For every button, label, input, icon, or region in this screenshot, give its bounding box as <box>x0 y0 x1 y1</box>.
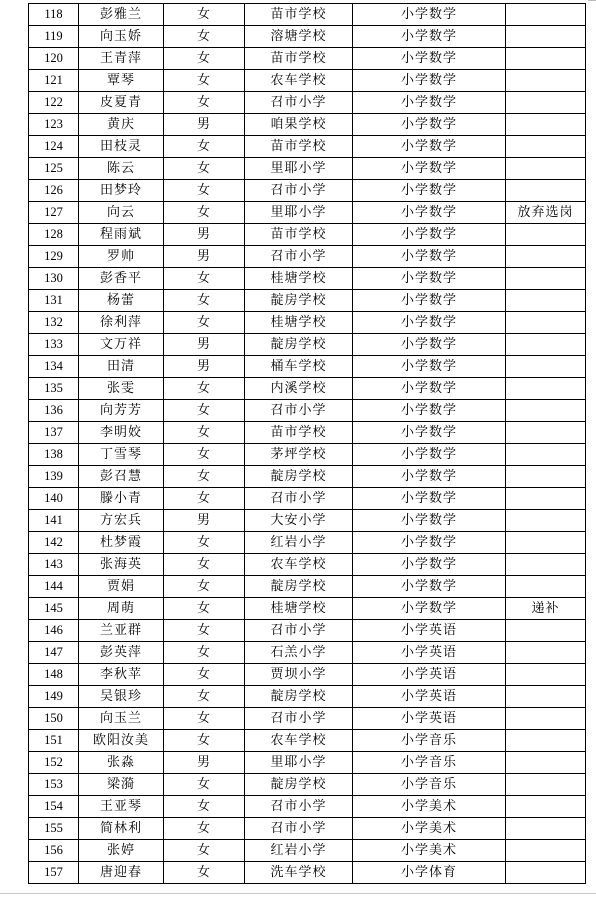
cell-note <box>506 554 586 576</box>
cell-gender: 女 <box>164 400 245 422</box>
table-row <box>29 620 586 642</box>
cell-note <box>506 686 586 708</box>
cell-gender: 女 <box>164 312 245 334</box>
cell-subject: 小学英语 <box>353 708 506 730</box>
cell-note <box>506 444 586 466</box>
cell-number: 133 <box>29 334 79 356</box>
cell-name: 田枝灵 <box>79 136 164 158</box>
cell-name: 杨蕾 <box>79 290 164 312</box>
table-row <box>29 114 586 136</box>
cell-gender: 女 <box>164 532 245 554</box>
cell-name: 兰亚群 <box>79 620 164 642</box>
cell-name: 徐利萍 <box>79 312 164 334</box>
cell-school: 召市小学 <box>245 708 353 730</box>
cell-name: 向玉娇 <box>79 26 164 48</box>
cell-gender: 女 <box>164 642 245 664</box>
cell-school: 里耶小学 <box>245 202 353 224</box>
cell-note <box>506 312 586 334</box>
cell-number: 129 <box>29 246 79 268</box>
cell-name: 彭召慧 <box>79 466 164 488</box>
table-row <box>29 752 586 774</box>
cell-number: 136 <box>29 400 79 422</box>
cell-note <box>506 708 586 730</box>
table-row <box>29 70 586 92</box>
page-bottom-rule <box>0 893 596 894</box>
cell-gender: 女 <box>164 26 245 48</box>
cell-school: 靛房学校 <box>245 334 353 356</box>
cell-subject: 小学数学 <box>353 114 506 136</box>
cell-note <box>506 774 586 796</box>
cell-gender: 女 <box>164 774 245 796</box>
cell-number: 127 <box>29 202 79 224</box>
cell-number: 122 <box>29 92 79 114</box>
cell-number: 121 <box>29 70 79 92</box>
cell-subject: 小学数学 <box>353 466 506 488</box>
cell-subject: 小学数学 <box>353 246 506 268</box>
cell-note <box>506 180 586 202</box>
cell-subject: 小学音乐 <box>353 752 506 774</box>
cell-school: 大安小学 <box>245 510 353 532</box>
cell-school: 内溪学校 <box>245 378 353 400</box>
cell-name: 张婷 <box>79 840 164 862</box>
table-row <box>29 378 586 400</box>
cell-gender: 女 <box>164 48 245 70</box>
cell-note <box>506 114 586 136</box>
cell-school: 召市小学 <box>245 400 353 422</box>
table-row <box>29 4 586 26</box>
cell-number: 135 <box>29 378 79 400</box>
cell-school: 农车学校 <box>245 554 353 576</box>
cell-school: 桶车学校 <box>245 356 353 378</box>
cell-note <box>506 796 586 818</box>
cell-name: 罗帅 <box>79 246 164 268</box>
cell-note <box>506 246 586 268</box>
cell-gender: 男 <box>164 752 245 774</box>
table-row <box>29 796 586 818</box>
cell-subject: 小学体育 <box>353 862 506 884</box>
cell-subject: 小学数学 <box>353 576 506 598</box>
cell-note <box>506 48 586 70</box>
cell-subject: 小学数学 <box>353 26 506 48</box>
cell-subject: 小学数学 <box>353 598 506 620</box>
cell-subject: 小学数学 <box>353 4 506 26</box>
cell-note: 放弃选岗 <box>506 202 586 224</box>
cell-number: 147 <box>29 642 79 664</box>
cell-subject: 小学数学 <box>353 136 506 158</box>
cell-gender: 女 <box>164 730 245 752</box>
table-row <box>29 686 586 708</box>
cell-number: 141 <box>29 510 79 532</box>
cell-name: 王亚琴 <box>79 796 164 818</box>
cell-note <box>506 92 586 114</box>
cell-school: 红岩小学 <box>245 840 353 862</box>
cell-school: 农车学校 <box>245 70 353 92</box>
table-row <box>29 642 586 664</box>
cell-subject: 小学数学 <box>353 356 506 378</box>
cell-note: 递补 <box>506 598 586 620</box>
cell-note <box>506 752 586 774</box>
teacher-roster-table <box>28 3 586 884</box>
table-row <box>29 488 586 510</box>
cell-number: 142 <box>29 532 79 554</box>
cell-number: 152 <box>29 752 79 774</box>
cell-name: 李明姣 <box>79 422 164 444</box>
cell-gender: 女 <box>164 862 245 884</box>
cell-gender: 男 <box>164 246 245 268</box>
table-row <box>29 136 586 158</box>
cell-school: 咱果学校 <box>245 114 353 136</box>
cell-gender: 男 <box>164 334 245 356</box>
cell-number: 118 <box>29 4 79 26</box>
cell-number: 156 <box>29 840 79 862</box>
cell-name: 陈云 <box>79 158 164 180</box>
cell-subject: 小学数学 <box>353 532 506 554</box>
cell-school: 苗市学校 <box>245 48 353 70</box>
cell-note <box>506 840 586 862</box>
cell-name: 梁漪 <box>79 774 164 796</box>
cell-name: 张淼 <box>79 752 164 774</box>
cell-name: 简林利 <box>79 818 164 840</box>
cell-number: 143 <box>29 554 79 576</box>
cell-note <box>506 70 586 92</box>
cell-name: 彭香平 <box>79 268 164 290</box>
cell-subject: 小学音乐 <box>353 774 506 796</box>
cell-number: 150 <box>29 708 79 730</box>
cell-subject: 小学数学 <box>353 224 506 246</box>
cell-number: 126 <box>29 180 79 202</box>
cell-school: 靛房学校 <box>245 466 353 488</box>
cell-name: 彭雅兰 <box>79 4 164 26</box>
table-row <box>29 818 586 840</box>
cell-note <box>506 532 586 554</box>
cell-note <box>506 422 586 444</box>
cell-note <box>506 400 586 422</box>
cell-note <box>506 334 586 356</box>
cell-school: 召市小学 <box>245 796 353 818</box>
cell-school: 召市小学 <box>245 92 353 114</box>
cell-name: 向玉兰 <box>79 708 164 730</box>
table-row <box>29 334 586 356</box>
table-row <box>29 708 586 730</box>
cell-subject: 小学英语 <box>353 620 506 642</box>
table-row <box>29 180 586 202</box>
cell-gender: 女 <box>164 840 245 862</box>
cell-number: 124 <box>29 136 79 158</box>
cell-note <box>506 4 586 26</box>
cell-gender: 女 <box>164 488 245 510</box>
cell-name: 吴银珍 <box>79 686 164 708</box>
cell-subject: 小学数学 <box>353 92 506 114</box>
cell-school: 洗车学校 <box>245 862 353 884</box>
cell-school: 苗市学校 <box>245 4 353 26</box>
cell-number: 119 <box>29 26 79 48</box>
cell-number: 131 <box>29 290 79 312</box>
cell-subject: 小学数学 <box>353 180 506 202</box>
cell-subject: 小学英语 <box>353 642 506 664</box>
cell-school: 贾坝小学 <box>245 664 353 686</box>
cell-subject: 小学数学 <box>353 202 506 224</box>
cell-number: 123 <box>29 114 79 136</box>
cell-school: 茅坪学校 <box>245 444 353 466</box>
cell-subject: 小学数学 <box>353 400 506 422</box>
cell-name: 李秋苹 <box>79 664 164 686</box>
cell-school: 农车学校 <box>245 730 353 752</box>
cell-school: 红岩小学 <box>245 532 353 554</box>
cell-school: 苗市学校 <box>245 224 353 246</box>
cell-number: 148 <box>29 664 79 686</box>
cell-note <box>506 642 586 664</box>
cell-number: 140 <box>29 488 79 510</box>
cell-note <box>506 136 586 158</box>
cell-gender: 男 <box>164 356 245 378</box>
cell-note <box>506 488 586 510</box>
cell-name: 程雨斌 <box>79 224 164 246</box>
cell-number: 139 <box>29 466 79 488</box>
cell-subject: 小学数学 <box>353 48 506 70</box>
cell-gender: 女 <box>164 620 245 642</box>
table-row <box>29 554 586 576</box>
cell-name: 向云 <box>79 202 164 224</box>
cell-subject: 小学数学 <box>353 510 506 532</box>
cell-gender: 女 <box>164 686 245 708</box>
cell-note <box>506 356 586 378</box>
cell-number: 138 <box>29 444 79 466</box>
cell-subject: 小学英语 <box>353 664 506 686</box>
cell-name: 王青萍 <box>79 48 164 70</box>
table-row <box>29 466 586 488</box>
cell-gender: 女 <box>164 554 245 576</box>
cell-school: 石羔小学 <box>245 642 353 664</box>
cell-name: 杜梦霞 <box>79 532 164 554</box>
cell-school: 召市小学 <box>245 246 353 268</box>
cell-school: 苗市学校 <box>245 422 353 444</box>
cell-gender: 女 <box>164 818 245 840</box>
cell-gender: 女 <box>164 180 245 202</box>
cell-school: 桂塘学校 <box>245 268 353 290</box>
cell-note <box>506 664 586 686</box>
cell-name: 向芳芳 <box>79 400 164 422</box>
cell-name: 唐迎春 <box>79 862 164 884</box>
table-row <box>29 224 586 246</box>
cell-subject: 小学数学 <box>353 70 506 92</box>
cell-school: 召市小学 <box>245 818 353 840</box>
cell-gender: 女 <box>164 576 245 598</box>
cell-number: 151 <box>29 730 79 752</box>
cell-subject: 小学数学 <box>353 290 506 312</box>
cell-note <box>506 510 586 532</box>
cell-number: 137 <box>29 422 79 444</box>
table-row <box>29 312 586 334</box>
cell-name: 田梦玲 <box>79 180 164 202</box>
cell-school: 召市小学 <box>245 180 353 202</box>
cell-name: 滕小青 <box>79 488 164 510</box>
table-row <box>29 598 586 620</box>
cell-number: 155 <box>29 818 79 840</box>
cell-subject: 小学数学 <box>353 334 506 356</box>
table-row <box>29 48 586 70</box>
cell-gender: 男 <box>164 114 245 136</box>
cell-number: 134 <box>29 356 79 378</box>
roster-body <box>29 4 586 884</box>
cell-name: 文万祥 <box>79 334 164 356</box>
cell-note <box>506 158 586 180</box>
cell-gender: 女 <box>164 598 245 620</box>
cell-gender: 男 <box>164 510 245 532</box>
cell-name: 贾娟 <box>79 576 164 598</box>
cell-note <box>506 268 586 290</box>
cell-number: 132 <box>29 312 79 334</box>
cell-subject: 小学数学 <box>353 444 506 466</box>
cell-note <box>506 818 586 840</box>
cell-school: 里耶小学 <box>245 158 353 180</box>
cell-name: 黄庆 <box>79 114 164 136</box>
table-row <box>29 664 586 686</box>
cell-gender: 女 <box>164 268 245 290</box>
table-row <box>29 290 586 312</box>
cell-gender: 女 <box>164 796 245 818</box>
cell-name: 张雯 <box>79 378 164 400</box>
cell-note <box>506 378 586 400</box>
cell-subject: 小学数学 <box>353 488 506 510</box>
cell-school: 召市小学 <box>245 620 353 642</box>
cell-note <box>506 466 586 488</box>
cell-gender: 女 <box>164 136 245 158</box>
cell-number: 149 <box>29 686 79 708</box>
table-row <box>29 730 586 752</box>
cell-school: 召市小学 <box>245 488 353 510</box>
cell-gender: 女 <box>164 444 245 466</box>
cell-gender: 女 <box>164 708 245 730</box>
cell-gender: 女 <box>164 378 245 400</box>
cell-note <box>506 290 586 312</box>
cell-name: 周萌 <box>79 598 164 620</box>
cell-gender: 女 <box>164 202 245 224</box>
table-row <box>29 510 586 532</box>
cell-school: 桂塘学校 <box>245 312 353 334</box>
table-row <box>29 532 586 554</box>
cell-number: 153 <box>29 774 79 796</box>
page-edge-mark <box>588 0 596 3</box>
cell-number: 145 <box>29 598 79 620</box>
cell-note <box>506 862 586 884</box>
cell-subject: 小学数学 <box>353 268 506 290</box>
cell-gender: 女 <box>164 422 245 444</box>
cell-note <box>506 26 586 48</box>
cell-name: 丁雪琴 <box>79 444 164 466</box>
cell-name: 皮夏青 <box>79 92 164 114</box>
cell-note <box>506 576 586 598</box>
cell-school: 苗市学校 <box>245 136 353 158</box>
cell-number: 146 <box>29 620 79 642</box>
cell-subject: 小学数学 <box>353 554 506 576</box>
cell-gender: 女 <box>164 158 245 180</box>
cell-name: 方宏兵 <box>79 510 164 532</box>
cell-gender: 男 <box>164 224 245 246</box>
cell-gender: 女 <box>164 92 245 114</box>
cell-subject: 小学美术 <box>353 840 506 862</box>
cell-number: 125 <box>29 158 79 180</box>
cell-name: 覃琴 <box>79 70 164 92</box>
table-row <box>29 862 586 884</box>
cell-school: 靛房学校 <box>245 686 353 708</box>
table-row <box>29 840 586 862</box>
cell-subject: 小学美术 <box>353 818 506 840</box>
table-row <box>29 774 586 796</box>
table-row <box>29 202 586 224</box>
table-row <box>29 268 586 290</box>
table-row <box>29 422 586 444</box>
cell-note <box>506 730 586 752</box>
table-row <box>29 92 586 114</box>
cell-gender: 女 <box>164 290 245 312</box>
table-row <box>29 158 586 180</box>
cell-subject: 小学数学 <box>353 158 506 180</box>
cell-gender: 女 <box>164 466 245 488</box>
cell-number: 157 <box>29 862 79 884</box>
cell-school: 溶塘学校 <box>245 26 353 48</box>
cell-name: 田清 <box>79 356 164 378</box>
cell-subject: 小学数学 <box>353 312 506 334</box>
cell-subject: 小学音乐 <box>353 730 506 752</box>
cell-school: 靛房学校 <box>245 290 353 312</box>
cell-gender: 女 <box>164 70 245 92</box>
cell-name: 彭英萍 <box>79 642 164 664</box>
cell-note <box>506 620 586 642</box>
cell-subject: 小学美术 <box>353 796 506 818</box>
cell-subject: 小学数学 <box>353 378 506 400</box>
cell-number: 130 <box>29 268 79 290</box>
cell-name: 欧阳汝美 <box>79 730 164 752</box>
table-row <box>29 356 586 378</box>
table-row <box>29 444 586 466</box>
table-row <box>29 576 586 598</box>
cell-name: 张海英 <box>79 554 164 576</box>
cell-number: 120 <box>29 48 79 70</box>
table-row <box>29 400 586 422</box>
table-row <box>29 26 586 48</box>
table-row <box>29 246 586 268</box>
cell-gender: 女 <box>164 4 245 26</box>
cell-school: 里耶小学 <box>245 752 353 774</box>
cell-school: 靛房学校 <box>245 774 353 796</box>
cell-number: 154 <box>29 796 79 818</box>
cell-number: 144 <box>29 576 79 598</box>
cell-gender: 女 <box>164 664 245 686</box>
cell-note <box>506 224 586 246</box>
cell-school: 靛房学校 <box>245 576 353 598</box>
cell-school: 桂塘学校 <box>245 598 353 620</box>
cell-number: 128 <box>29 224 79 246</box>
cell-subject: 小学数学 <box>353 422 506 444</box>
cell-subject: 小学英语 <box>353 686 506 708</box>
